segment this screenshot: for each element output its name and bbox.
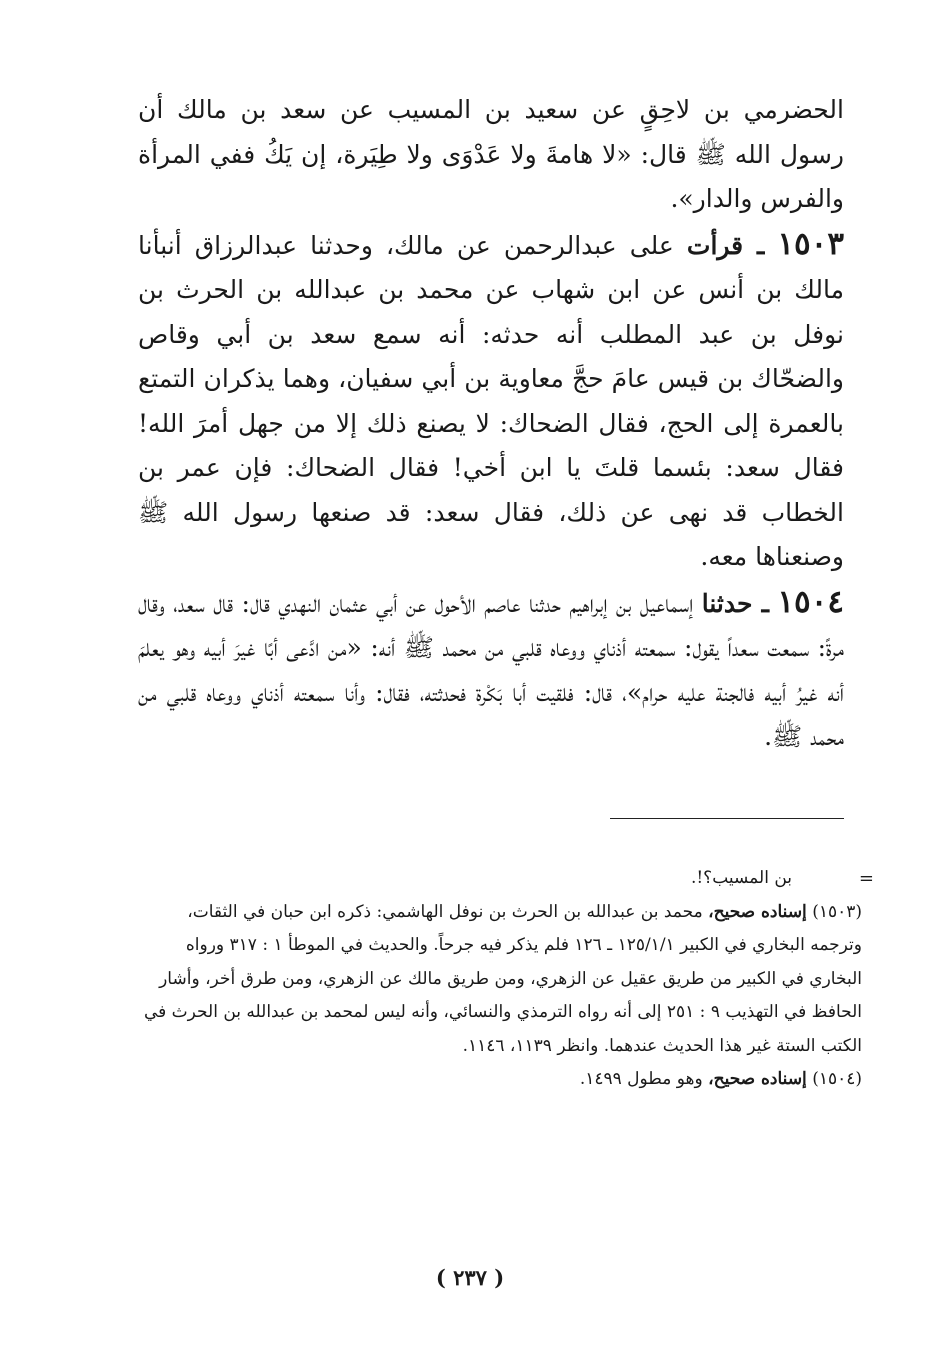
- footnote-1503: [138, 896, 862, 1064]
- paragraph-continuation: الحضرمي بن لاحِقٍ عن سعيد بن المسيب عن سعد بن مالك أن رسول الله ﷺ قال: «لا هامةَ ولا عَدْوَى ولا طِيَرة، إن يَكُ ففي المرأة والفرس والدار».: [138, 95, 844, 213]
- hadith-1503: [138, 222, 844, 580]
- footnote-text: محمد بن عبدالله بن الحرث بن نوفل الهاشمي: ذكره ابن حبان في الثقات، وترجمه البخاري في الكبير ١٢٥/١/١ ـ ١٢٦ فلم يذكر فيه جرحاً. والحديث في الموطأ ١ : ٣١٧ ورواه البخاري في الكبير من طريق عقيل عن الزهري، ومن طريق مالك عن الزهري، ومن طرق أخر، وأشار الحافظ في التهذيب ٩ : ٢٥١ إلى أنه رواه الترمذي والنسائي، وأنه ليس لمحمد بن عبدالله بن الحرث في الكتب الستة غير هذا الحديث عندهما. وانظر ١١٣٩، ١١٤٦.: [143, 901, 862, 1056]
- footnote-label: (١٥٠٤): [812, 1069, 862, 1089]
- hadith-lead-word: ـ قرأت: [686, 230, 765, 260]
- hadith-number: ١٥٠٤: [777, 583, 844, 620]
- main-text: [138, 88, 844, 760]
- footnotes: [138, 862, 874, 1097]
- continuation-mark: =: [858, 868, 874, 889]
- footnote-divider: [610, 818, 844, 819]
- continuation-text: بن المسيب؟!.: [690, 868, 792, 888]
- footnote-label: (١٥٠٣): [812, 901, 862, 922]
- hadith-lead-word: ـ حدثنا: [701, 588, 769, 618]
- hadith-number: ١٥٠٣: [777, 225, 844, 262]
- page-number: ( ٢٣٧ ): [435, 1265, 505, 1290]
- hadith-1504: [138, 580, 844, 760]
- footnote-grade: إسناده صحيح،: [708, 901, 807, 922]
- footnote-1504: [138, 1063, 862, 1097]
- hadith-text: على عبدالرحمن عن مالك، وحدثنا عبدالرزاق أنبأنا مالك بن أنس عن ابن شهاب عن محمد بن عبدالله بن الحرث بن نوفل بن عبد المطلب أنه حدثه: أنه سمع سعد بن أبي وقاص والضحّاك بن قيس عامَ حجَّ معاوية بن أبي سفيان، وهما يذكران التمتع بالعمرة إلى الحج، فقال الضحاك: لا يصنع ذلك إلا من جهل أمرَ الله! فقال سعد: بئسما قلتَ يا ابن أخي! فقال الضحاك: فإن عمر بن الخطاب قد نهى عن ذلك، فقال سعد: قد صنعها رسول الله ﷺ وصنعناها معه.: [138, 230, 844, 571]
- footnote-continuation: [138, 862, 874, 896]
- footnote-text: وهو مطول ١٤٩٩.: [579, 1069, 703, 1089]
- hadith-text: إسماعيل بن إبراهيم حدثنا عاصم الأحول عن أبي عثمان النهدي قال: قال سعد، وقال مرةً: سمعت سعداً يقول: سمعته أذناي ووعاه قلبي من محمد ﷺ أنه: «من ادَّعى أبًا غيرَ أبيه وهو يعلمَ أنه غيرُ أبيه فالجنة عليه حرام»، قال: فلقيت أبا بَكْرة فحدثته، فقال: وأنا سمعته أذناي ووعاه قلبي من محمد ﷺ.: [138, 588, 844, 751]
- footnote-grade: إسناده صحيح،: [708, 1069, 807, 1089]
